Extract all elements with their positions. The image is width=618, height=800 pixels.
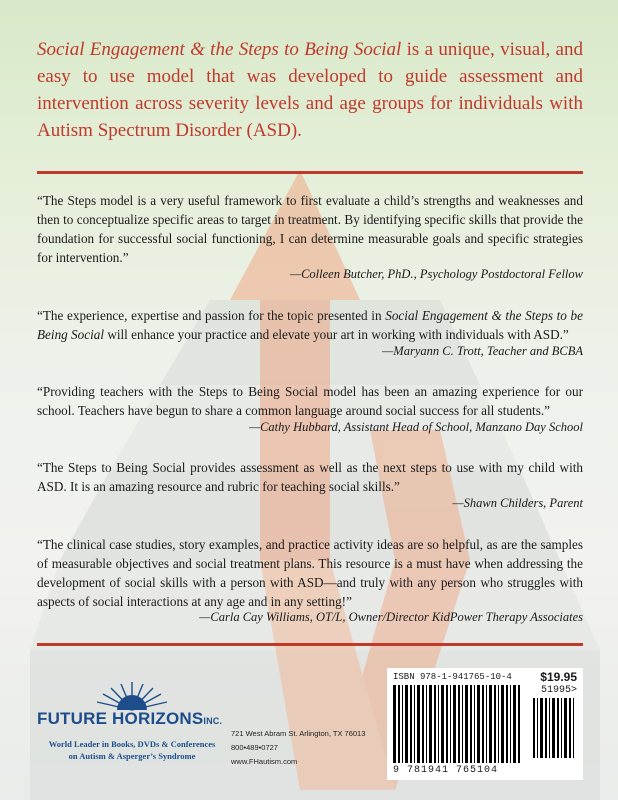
publisher-suffix: INC.	[203, 716, 223, 726]
barcode-bar	[474, 685, 475, 763]
barcode-bar	[489, 685, 492, 763]
barcode-bar	[537, 698, 538, 758]
intro-title: Social Engagement & the Steps to Being Social	[37, 39, 402, 60]
publisher-phone: 800•489•0727	[231, 743, 278, 752]
barcode-bar	[518, 685, 520, 763]
price-text: $19.95	[540, 670, 577, 684]
barcode-bar	[569, 698, 571, 758]
barcode-bar	[450, 685, 451, 763]
barcode-bar	[486, 685, 487, 763]
barcode-bar	[564, 698, 567, 758]
ean-number: 9 781941 765104	[393, 765, 499, 776]
barcode-bar	[506, 685, 508, 763]
bottom-divider	[37, 643, 583, 646]
quote-2	[37, 306, 583, 344]
barcode-bar	[561, 698, 562, 758]
intro-text: is a unique, visual, and easy to use model that was developed to guide assessment and intervention across severity levels and age groups for individuals with Autism Spectrum Disorder (ASD).	[37, 39, 583, 141]
barcode-bar	[494, 685, 496, 763]
publisher-website: www.FHautism.com	[231, 757, 298, 766]
barcode-bar	[462, 685, 463, 763]
barcode-bar	[453, 685, 456, 763]
tagline-line-1: World Leader in Books, DVDs & Conferences	[48, 739, 216, 749]
barcode-bar	[477, 685, 480, 763]
publisher-name-text: FUTURE HORIZONS	[37, 709, 204, 728]
intro-paragraph	[37, 36, 583, 144]
quote-2-text-after: will enhance your practice and elevate your art in working with individuals with ASD.”	[104, 327, 569, 342]
quote-3: “Providing teachers with the Steps to Being Social model has been an amazing experience for our school. Teachers have begun to share a common language around social success for all students.”	[37, 384, 583, 418]
barcode-bar	[434, 685, 436, 763]
barcode-bar	[446, 685, 448, 763]
quote-1: “The Steps model is a very useful framework to first evaluate a child’s strengths and weaknesses and then to conceptualize specific areas to target in treatment. By identifying specific skills that provide the foundation for successful social functioning, I can determine measurable goals and specific strategies for intervention.”	[37, 193, 583, 265]
barcode-bar	[498, 685, 499, 763]
isbn-text: ISBN 978-1-941765-10-4	[393, 672, 512, 682]
ean-barcode	[393, 685, 523, 765]
quote-5: “The clinical case studies, story examples, and practice activity ideas are so helpful, as are the samples of measurable objectives and social treatment plans. This resource is a must have when addressing the development of social skills with a person with ASD—and truly with any person who struggles with aspects of social interactions at any age and in any setting!”	[37, 537, 583, 609]
barcode-bar	[438, 685, 439, 763]
barcode-bar	[402, 685, 403, 763]
barcode-bar	[533, 698, 535, 758]
quote-2-attribution: —Maryann C. Trott, Teacher and BCBA	[382, 344, 583, 358]
barcode-bar	[422, 685, 424, 763]
barcode-bar	[393, 685, 396, 763]
quote-5-attribution: —Carla Cay Williams, OT/L, Owner/Director KidPower Therapy Associates	[199, 610, 583, 624]
barcode-bar	[429, 685, 432, 763]
barcode-bar	[465, 685, 468, 763]
quote-1-attribution: —Colleen Butcher, PhD., Psychology Postdoctoral Fellow	[289, 267, 583, 281]
barcode-bar	[540, 698, 543, 758]
barcode-box	[387, 668, 583, 780]
quote-2-book-title: Social Engagement & the Steps to be Being Social	[37, 308, 583, 342]
quote-3-attribution: —Cathy Hubbard, Assistant Head of School, Manzano Day School	[248, 420, 583, 434]
quote-2-text-before: “The experience, expertise and passion for the topic presented in	[37, 308, 386, 323]
barcode-bar	[417, 685, 420, 763]
publisher-address-block	[231, 727, 365, 769]
barcode-bar	[458, 685, 460, 763]
publisher-name	[37, 709, 222, 729]
barcode-bar	[501, 685, 504, 763]
barcode-bar	[405, 685, 408, 763]
barcode-bar	[470, 685, 472, 763]
tagline-line-2: on Autism & Asperger’s Syndrome	[68, 751, 196, 761]
barcode-bar	[552, 698, 555, 758]
barcode-bar	[549, 698, 550, 758]
barcode-bar	[513, 685, 516, 763]
barcode-bar	[414, 685, 415, 763]
barcode-bar	[482, 685, 484, 763]
barcode-bar	[410, 685, 412, 763]
barcode-bar	[573, 698, 574, 758]
barcode-bar	[557, 698, 559, 758]
barcode-bar	[426, 685, 427, 763]
sunburst-icon	[37, 676, 227, 712]
barcode-bar	[510, 685, 511, 763]
barcode-bar	[441, 685, 444, 763]
publisher-address: 721 West Abram St. Arlington, TX 76013	[231, 729, 366, 738]
publisher-tagline	[37, 738, 227, 762]
quote-4-attribution: —Shawn Childers, Parent	[452, 496, 583, 510]
addon-barcode	[533, 698, 577, 760]
addon-number: 51995>	[540, 685, 577, 696]
top-divider	[37, 171, 583, 174]
quote-4: “The Steps to Being Social provides assessment as well as the next steps to use with my child with ASD. It is an amazing resource and rubric for teaching social skills.”	[37, 460, 583, 494]
barcode-bar	[398, 685, 400, 763]
barcode-bar	[545, 698, 547, 758]
